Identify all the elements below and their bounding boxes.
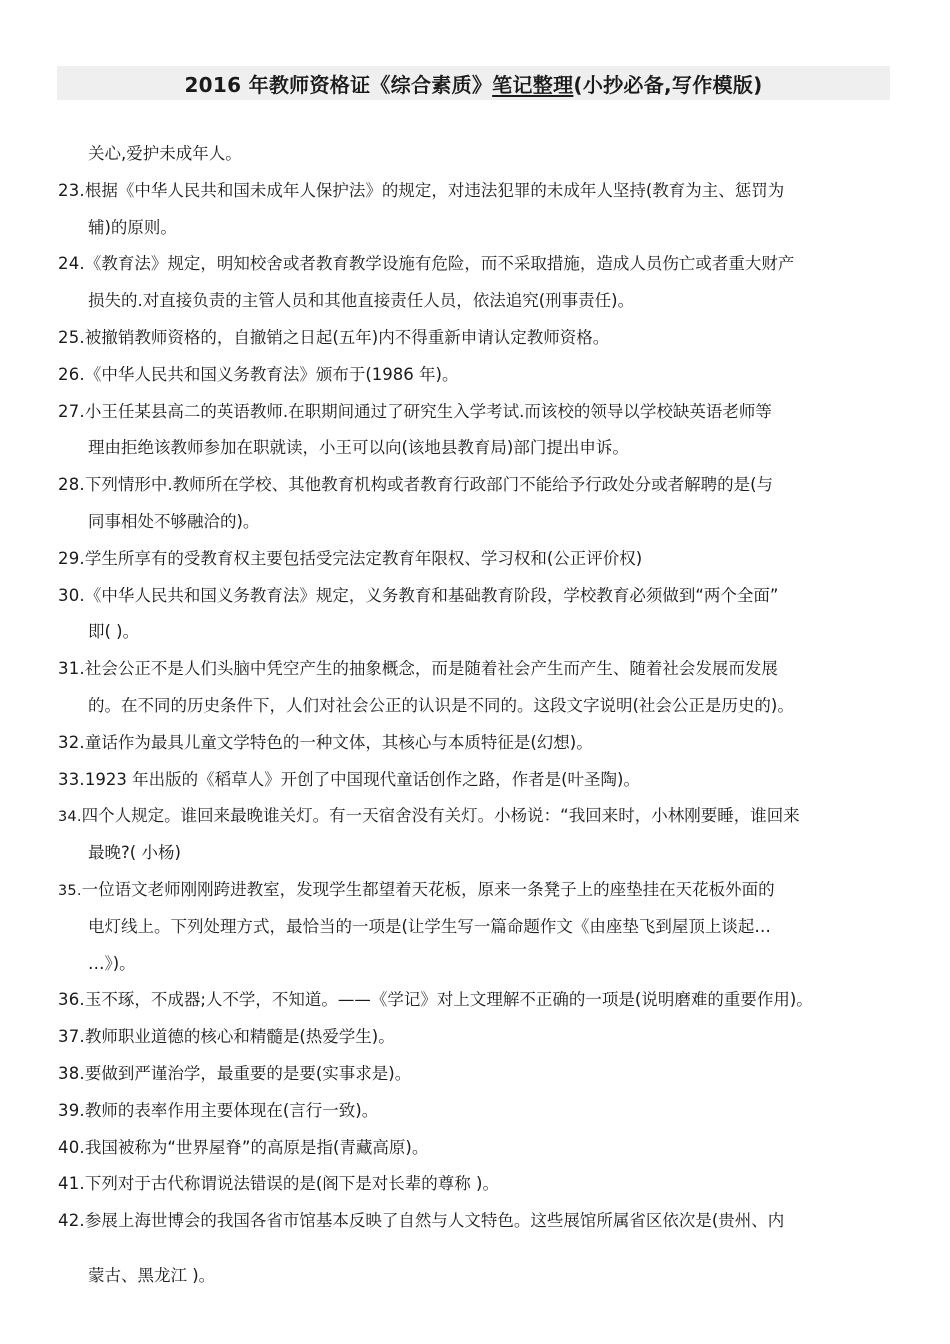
item-text: 一位语文老师刚刚跨进教室，发现学生都望着天花板，原来一条凳子上的座垫挂在天花板外面的 [81, 879, 775, 899]
item-number: 30. [58, 585, 85, 605]
item-number: 40. [58, 1137, 85, 1157]
list-item [58, 1166, 892, 1203]
list-item [58, 578, 892, 615]
item-text: 教师职业道德的核心和精髓是(热爱学生)。 [84, 1027, 395, 1047]
item-text: 《中华人民共和国义务教育法》规定，义务教育和基础教育阶段，学校教育必须做到“两个全面” [84, 585, 779, 605]
item-text: 最晚?( 小杨) [88, 843, 181, 863]
item-text: 根据《中华人民共和国未成年人保护法》的规定，对违法犯罪的未成年人坚持(教育为主、惩罚为 [84, 180, 785, 200]
item-number: 24. [58, 254, 85, 274]
page-title [184, 69, 762, 98]
item-text: 玉不琢，不成器;人不学，不知道。——《学记》对上文理解不正确的一项是(说明磨难的重要作用)。 [84, 990, 813, 1010]
list-item [58, 541, 892, 578]
item-number: 32. [58, 732, 85, 752]
list-item [58, 872, 892, 909]
item-number: 33. [58, 769, 85, 789]
item-text: …》)。 [88, 953, 136, 973]
title-part-3: (小抄必备,写作模版) [573, 72, 763, 97]
item-text: 下列对于古代称谓说法错误的是(阁下是对长辈的尊称 )。 [84, 1174, 499, 1194]
item-text: 教师的表率作用主要体现在(言行一致)。 [84, 1100, 379, 1120]
item-text: 辅)的原则。 [88, 217, 177, 237]
title-part-1: 2016 年教师资格证《综合素质》 [184, 72, 493, 97]
item-number: 36. [58, 990, 85, 1010]
item-number: 39. [58, 1100, 85, 1120]
item-text: 的。在不同的历史条件下，人们对社会公正的认识是不同的。这段文字说明(社会公正是历史的)。 [88, 695, 794, 715]
item-number: 35. [58, 882, 82, 899]
item-text: 《中华人民共和国义务教育法》颁布于(1986 年)。 [84, 364, 459, 384]
list-item [58, 173, 892, 210]
item-text: 学生所享有的受教育权主要包括受完法定教育年限权、学习权和(公正评价权) [84, 548, 643, 568]
item-text: 理由拒绝该教师参加在职就读，小王可以向(该地县教育局)部门提出申诉。 [88, 438, 629, 458]
item-text: 参展上海世博会的我国各省市馆基本反映了自然与人文特色。这些展馆所属省区依次是(贵州、内 [84, 1211, 785, 1231]
header-bar [57, 66, 890, 100]
list-item-continuation [58, 1258, 892, 1295]
item-number: 41. [58, 1174, 85, 1194]
list-item-continuation [58, 504, 892, 541]
list-item-continuation [58, 136, 892, 173]
list-item [58, 1019, 892, 1056]
item-text: 蒙古、黑龙江 )。 [88, 1265, 216, 1285]
list-item [58, 1203, 892, 1240]
item-number: 31. [58, 659, 85, 679]
item-text: 要做到严谨治学，最重要的是要(实事求是)。 [84, 1063, 412, 1083]
list-item [58, 1130, 892, 1167]
item-text: 被撤销教师资格的，自撤销之日起(五年)内不得重新申请认定教师资格。 [84, 327, 610, 347]
item-text: 即( )。 [88, 622, 140, 642]
list-item [58, 798, 892, 835]
list-item [58, 1093, 892, 1130]
list-item-continuation [58, 688, 892, 725]
item-text: 我国被称为“世界屋脊”的高原是指(青藏高原)。 [84, 1137, 429, 1157]
item-text: 1923 年出版的《稻草人》开创了中国现代童话创作之路，作者是(叶圣陶)。 [84, 769, 640, 789]
list-item-continuation [58, 946, 892, 983]
list-item [58, 246, 892, 283]
item-text: 童话作为最具儿童文学特色的一种文体，其核心与本质特征是(幻想)。 [84, 732, 593, 752]
list-item [58, 1056, 892, 1093]
list-item-continuation [58, 283, 892, 320]
list-item-continuation [58, 210, 892, 247]
item-text: 小王任某县高二的英语教师.在职期间通过了研究生入学考试.而该校的领导以学校缺英语老师等 [84, 401, 772, 421]
list-item [58, 320, 892, 357]
list-item [58, 762, 892, 799]
item-number: 26. [58, 364, 85, 384]
item-text: 下列情形中.教师所在学校、其他教育机构或者教育行政部门不能给予行政处分或者解聘的是(与 [84, 475, 774, 495]
list-item-continuation [58, 430, 892, 467]
item-text: 四个人规定。谁回来最晚谁关灯。有一天宿舍没有关灯。小杨说：“我回来时，小林刚要睡，谁回来 [81, 806, 800, 826]
list-item-continuation [58, 909, 892, 946]
title-part-2: 笔记整理 [492, 72, 574, 97]
item-text: 关心,爱护未成年人。 [88, 144, 242, 163]
item-text: 损失的.对直接负责的主管人员和其他直接责任人员，依法追究(刑事责任)。 [88, 291, 635, 311]
list-item [58, 394, 892, 431]
list-item-continuation [58, 835, 892, 872]
item-number: 29. [58, 548, 85, 568]
list-item [58, 982, 892, 1019]
item-text: 电灯线上。下列处理方式，最恰当的一项是(让学生写一篇命题作文《由座垫飞到屋顶上谈起… [88, 916, 771, 936]
item-number: 38. [58, 1063, 85, 1083]
list-item-continuation [58, 614, 892, 651]
item-number: 25. [58, 327, 85, 347]
list-item [58, 725, 892, 762]
item-text: 社会公正不是人们头脑中凭空产生的抽象概念，而是随着社会产生而产生、随着社会发展而发展 [84, 659, 778, 679]
item-number: 23. [58, 180, 85, 200]
document-body [58, 136, 892, 1295]
item-text: 同事相处不够融洽的)。 [88, 511, 260, 531]
list-item [58, 467, 892, 504]
item-number: 27. [58, 401, 85, 421]
item-number: 28. [58, 475, 85, 495]
item-number: 34. [58, 809, 82, 826]
list-item [58, 651, 892, 688]
item-number: 37. [58, 1027, 85, 1047]
item-number: 42. [58, 1211, 85, 1231]
list-item [58, 357, 892, 394]
item-text: 《教育法》规定，明知校舍或者教育教学设施有危险，而不采取措施，造成人员伤亡或者重大财产 [84, 254, 795, 274]
